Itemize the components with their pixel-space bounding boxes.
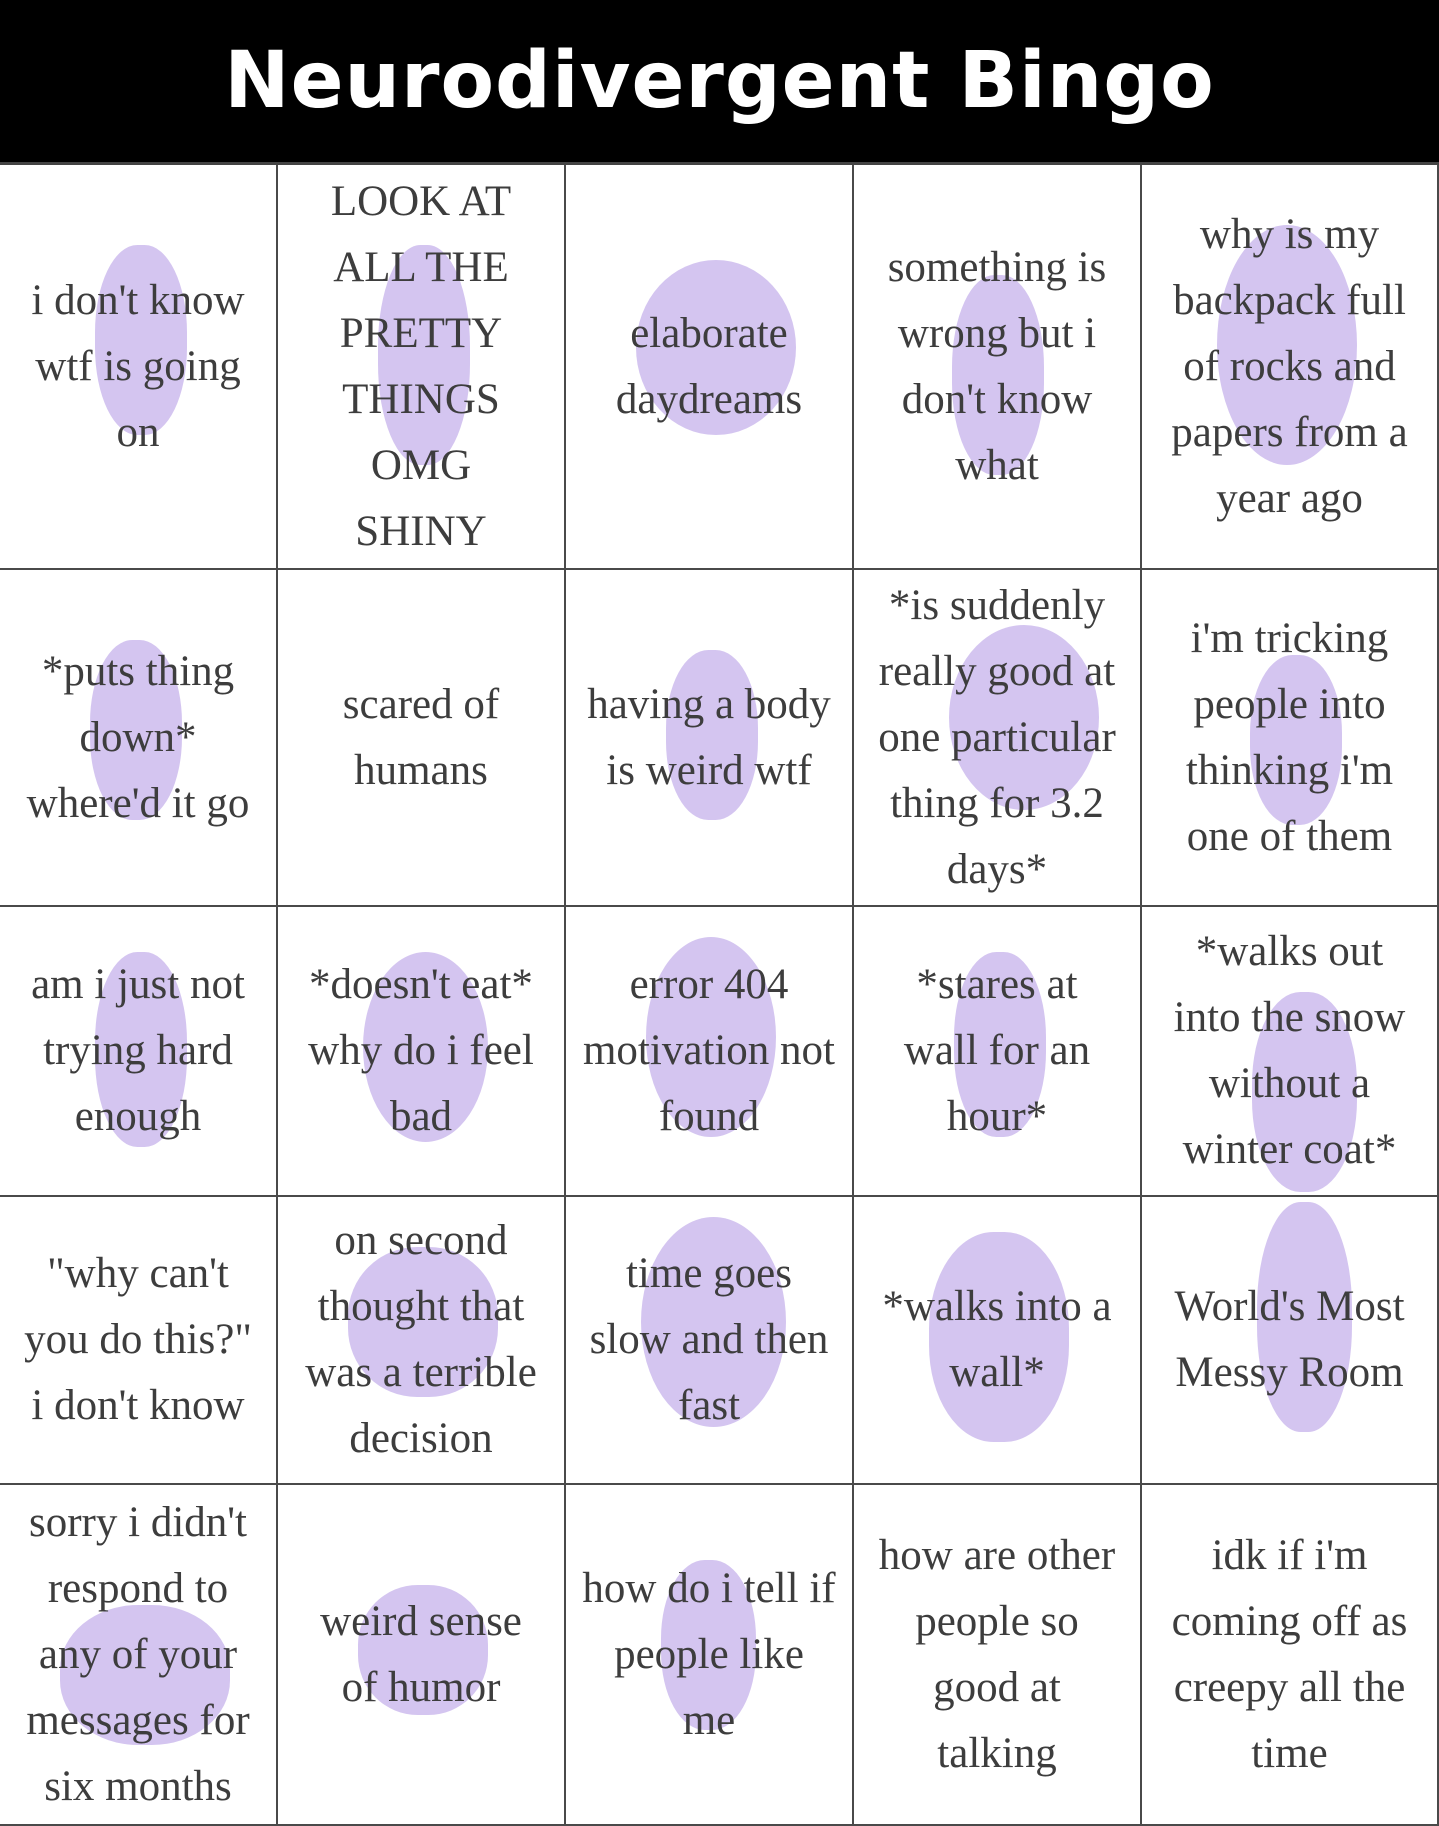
bingo-cell-text: i don't know wtf is going on	[31, 276, 245, 456]
bingo-cell	[0, 1485, 278, 1826]
bingo-cell	[854, 570, 1142, 907]
bingo-cell	[566, 1485, 854, 1826]
bingo-cell	[0, 1197, 278, 1485]
bingo-cell-text: elaborate daydreams	[615, 309, 803, 423]
bingo-cell	[1142, 907, 1439, 1197]
bingo-cell-text: am i just not trying hard enough	[31, 961, 245, 1140]
bingo-cell	[278, 907, 566, 1197]
bingo-cell-text: *stares at wall for an hour*	[903, 961, 1091, 1140]
bingo-cell-text: how are other people so good at talking	[878, 1531, 1116, 1777]
bingo-cell-text: LOOK AT ALL THE PRETTY THINGS OMG SHINY	[330, 177, 512, 555]
bingo-cell-text: sorry i didn't respond to any of your messages for six months	[26, 1498, 250, 1810]
bingo-cell	[854, 1485, 1142, 1826]
bingo-cell	[278, 1485, 566, 1826]
bingo-cell	[566, 570, 854, 907]
bingo-cell-text: something is wrong but i don't know what	[887, 243, 1107, 489]
bingo-cell	[1142, 165, 1439, 570]
bingo-title: Neurodivergent Bingo	[224, 36, 1215, 126]
bingo-cell-text: scared of humans	[342, 680, 500, 794]
bingo-cell-text: *doesn't eat* why do i feel bad	[308, 961, 534, 1140]
bingo-cell-text: *puts thing down* where'd it go	[26, 647, 250, 827]
bingo-cell	[566, 1197, 854, 1485]
bingo-cell-text: how do i tell if people like me	[582, 1564, 836, 1744]
bingo-cell	[854, 1197, 1142, 1485]
bingo-cell	[1142, 1485, 1439, 1826]
bingo-cell-text: having a body is weird wtf	[587, 680, 831, 794]
bingo-cell	[1142, 570, 1439, 907]
bingo-cell	[0, 570, 278, 907]
bingo-header	[0, 0, 1439, 162]
bingo-cell	[0, 165, 278, 570]
bingo-cell-text: "why can't you do this?" i don't know	[24, 1250, 252, 1429]
bingo-cell	[566, 907, 854, 1197]
bingo-cell	[1142, 1197, 1439, 1485]
bingo-grid	[0, 162, 1439, 1823]
bingo-cell-text: World's Most Messy Room	[1174, 1283, 1405, 1396]
bingo-cell	[566, 165, 854, 570]
bingo-cell	[278, 165, 566, 570]
bingo-cell-text: i'm tricking people into thinking i'm one of them	[1185, 614, 1394, 860]
bingo-cell-text: *walks out into the snow without a winter coat*	[1173, 928, 1406, 1173]
bingo-cell	[278, 570, 566, 907]
bingo-cell-text: *is suddenly really good at one particular thing for 3.2 days*	[878, 581, 1116, 893]
bingo-cell-text: on second thought that was a terrible decision	[305, 1217, 537, 1462]
bingo-cell	[278, 1197, 566, 1485]
bingo-cell-text: error 404 motivation not found	[582, 961, 836, 1140]
bingo-cell-text: idk if i'm coming off as creepy all the time	[1171, 1531, 1408, 1777]
bingo-cell	[0, 907, 278, 1197]
bingo-cell	[854, 907, 1142, 1197]
bingo-cell-text: weird sense of humor	[320, 1597, 522, 1711]
bingo-cell-text: time goes slow and then fast	[589, 1250, 829, 1429]
bingo-cell-text: *walks into a wall*	[882, 1283, 1112, 1396]
bingo-cell	[854, 165, 1142, 570]
bingo-cell-text: why is my backpack full of rocks and papers from a year ago	[1171, 210, 1408, 522]
